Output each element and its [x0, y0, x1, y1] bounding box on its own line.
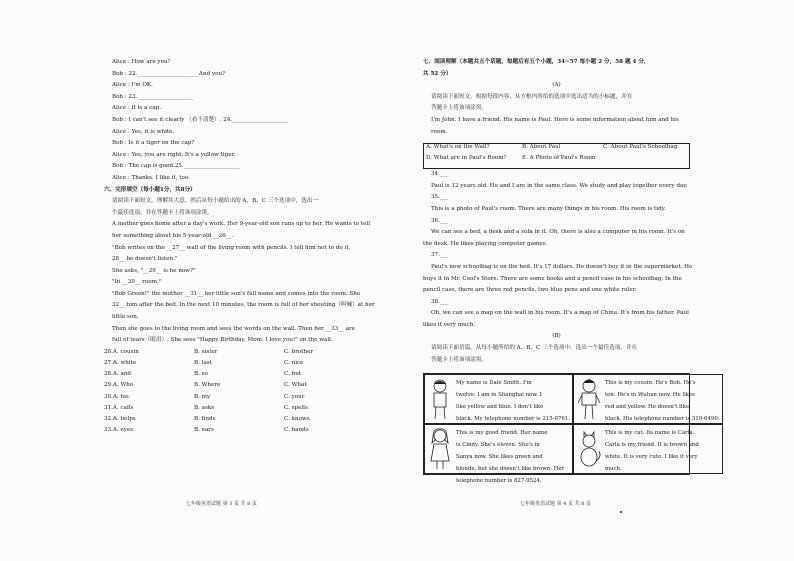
heading-choice: D. What are in Paul's Room? [426, 155, 507, 162]
boy-waving-portrait-icon [576, 377, 605, 421]
cat-portrait-icon [576, 427, 605, 471]
instruction-line: 请阅读下面短文，根据每段内容，从方框内所给的选项中选出适当的小标题，并在 [431, 93, 633, 100]
profile-line: ten. He's in Wuhan now. He likes [604, 392, 696, 399]
heading-choice: A. What's on the Wall? [426, 144, 490, 151]
section-7-title-cont: 共 52 分） [423, 70, 452, 77]
dialogue-line: Alice : Thanks. I like it, too. [112, 174, 190, 181]
option-item: 27.A. white [104, 360, 137, 367]
option-item: C. What [284, 382, 307, 389]
profile-cards [423, 373, 720, 485]
profile-line: black. My telephone number is 215-9761. [456, 416, 570, 423]
dialogue-line: Alice : Yes, you are right. It's a yellow tiger. [112, 151, 236, 158]
instruction-line: 请阅读下面短文，理解其大意，然后从每小题给出的 A、B、C 三个选项中，选出一 [112, 198, 319, 205]
heading-choices-box [423, 143, 690, 169]
part-b-label: (B) [552, 333, 561, 340]
paragraph-line: Paul is 12 years old. He and I are in the same class. We study and play together every day. [431, 182, 688, 189]
dialogue-line: Bob : I can't see it clearly （看不清楚）. 24.____________________ [112, 116, 289, 123]
option-item: B. asks [194, 404, 215, 411]
paragraph-line: buys it in Mr. Cool's Store. There are some books and a pencil case in his schoolbag. In the [423, 275, 682, 282]
option-item: 31.A. calls [104, 404, 134, 411]
part-a-items [423, 171, 693, 334]
option-item: 26.A. cousin [104, 348, 139, 355]
option-item: C. nice [284, 360, 304, 367]
dialogue-line: Bob : 22.______________________And you? [112, 70, 226, 77]
profile-line: My name is Dale Smith. I'm [456, 380, 532, 387]
question-number: 35.___ [431, 194, 449, 201]
dialogue-line: Bob : The cap is good.25.____________________ [112, 163, 240, 170]
option-item: B. last [194, 360, 212, 367]
option-item: B. finds [194, 415, 216, 422]
section-6-instructions [104, 199, 368, 222]
profile-text [605, 377, 720, 421]
question-number: 36.___ [431, 217, 449, 224]
heading-choice: E. A Photo of Paul's Room [522, 155, 596, 162]
passage-line: 32__ him after the bed. In the next 10 minutes, the room is full of her shouting（叫喊）at her [112, 302, 375, 309]
option-item: C. knows [284, 415, 310, 422]
option-item: C. brother [284, 348, 314, 355]
paragraph-line: We can see a bed, a desk and a sofa in it. Oh, there is also a computer in his room. It's on [431, 229, 685, 236]
passage-line: "Bob Green!" the mother __31__ her little son's full name and comes into the room. She [112, 290, 361, 297]
question-number: 37.___ [431, 252, 449, 259]
profile-line: white. It is very cute. I like it very [604, 454, 698, 461]
dialogue-line: Alice : It is a cap. [112, 105, 162, 112]
option-item: 30.A. his [104, 393, 129, 400]
section-7-title: 七、阅读理解（本题共五个话题，每题后有五个小题，34~57 每小题 2 分，58 题 4 分， [423, 59, 650, 65]
part-b-instructions [423, 346, 690, 369]
passage-line: 28__ he doesn't listen." [112, 256, 178, 263]
passage-line: She asks, "__29__ is he now?" [112, 267, 196, 274]
option-item: 28.A. and [104, 371, 132, 378]
dialogue-line: Bob : Is it a tiger on the cap? [112, 140, 195, 147]
profile-line: This is my cousin. He's Bob. He's [604, 380, 696, 387]
paragraph-line: This is a photo of Paul's room. There are many things in his room. His room is tidy. [431, 205, 666, 212]
dialogue-line: Alice : I'm OK. [112, 82, 153, 89]
paragraph-line: the desk. He likes playing computer games. [423, 240, 548, 247]
scan-speck [620, 511, 622, 513]
profile-card [573, 424, 723, 474]
part-a-intro [423, 118, 690, 141]
passage-line: full of tears（眼泪）. She sees "Happy Birthday, Mom. I love you!" on the wall. [112, 337, 333, 344]
left-page-footer: 七年级英语试题 第 3 页 共 8 页 [186, 501, 257, 507]
profile-line: black. His telephone number is 319-6490. [604, 416, 720, 423]
profile-line: like yellow and blue. I don't like [456, 404, 544, 411]
profile-card [573, 374, 723, 424]
section-6-title: 六、完形填空（每小题1分，共8分） [104, 186, 196, 193]
passage-line: A mother goes home after a day's work. Her 9-year-old son runs up to her. He wants to tell [112, 221, 371, 228]
left-page [104, 59, 375, 439]
option-item: B. Where [194, 382, 221, 389]
profile-line: twelve. I am in Shanghai now. I [456, 392, 542, 399]
option-item: B. my [194, 393, 211, 400]
profile-text [456, 427, 565, 485]
option-item: C. spells [284, 404, 308, 411]
instruction-line: 个最佳选项，并在答题卡上将该项涂黑。 [112, 209, 213, 216]
passage-line: Then she goes to the living room and sees the words on the wall. Then her __33__ are [112, 325, 355, 332]
heading-choice: B. About Paul [522, 144, 561, 151]
profile-line: This is my cat. Its name is Carla. [604, 430, 695, 437]
heading-choice: C. About Paul's Schoolbag [603, 144, 678, 151]
girl-portrait-icon [427, 427, 456, 471]
instruction-line: 答题卡上将该项涂黑。 [431, 356, 487, 363]
profile-card [424, 374, 573, 424]
passage-line: "In __30__ room." [112, 279, 162, 286]
boy-portrait-icon [427, 377, 456, 421]
option-item: B. sister [194, 348, 218, 355]
dialogue-line: Alice : Yes, it is white. [112, 128, 175, 135]
question-number: 38.___ [431, 298, 449, 305]
paragraph-line: Oh, we can see a map on the wall in his room. It's a map of China. It's from his father. Paul [431, 310, 689, 317]
passage-line: little son. [112, 314, 139, 321]
paragraph-line: pencil case, there are three red pencils, two blue pens and one white ruler. [423, 287, 637, 294]
dialogue-line: Alice : How are you? [112, 59, 171, 65]
cloze-options [104, 350, 368, 440]
intro-line: I'm John. I have a friend. His name is Paul. Here is some information about him and his [431, 116, 679, 123]
profile-line: red and yellow. He doesn't like [604, 404, 690, 411]
option-item: 33.A. eyes [104, 427, 134, 434]
paragraph-line: likes it very much. [423, 321, 476, 328]
profile-text [456, 377, 570, 421]
option-item: C. hands [284, 427, 309, 434]
profile-line: Carla is my friend. It is brown and [604, 442, 699, 449]
passage-line: her something about his 5-year-old __26__. [112, 232, 234, 239]
right-page-footer: 七年级英语试题 第 4 页 共 8 页 [520, 501, 591, 507]
option-item: C. but [284, 371, 302, 378]
profile-line: much. [604, 466, 622, 473]
option-item: C. your [284, 393, 305, 400]
profile-line: Sanya now. She likes green and [456, 454, 543, 461]
instruction-line: 答题卡上将该项涂黑。 [431, 105, 487, 112]
option-item: 29.A. Who [104, 382, 134, 389]
profile-line: This is my good friend. Her name [456, 430, 548, 437]
option-item: B. ears [194, 427, 214, 434]
right-page [423, 59, 720, 485]
intro-line: room. [431, 128, 448, 135]
profile-line: is Cindy. She's eleven. She's in [456, 442, 540, 449]
profile-text [605, 427, 699, 471]
part-a-label: (A) [552, 82, 561, 89]
passage-line: "Bob writes on the __27__ wall of the living room with pencils. I tell him not to do it, [112, 244, 351, 251]
option-item: 32.A. helps [104, 415, 136, 422]
part-a-instructions [423, 95, 690, 118]
paragraph-line: Paul's new schoolbag is on the bed. It's 17 dollars. He doesn't buy it in the supermarket. He [431, 263, 693, 270]
dialogue-section [104, 60, 368, 188]
profile-line: blonde, but she doesn't like brown. Her [456, 466, 565, 473]
profile-card [424, 424, 573, 485]
option-item: B. so [194, 371, 208, 378]
dialogue-line: Bob : 23.____________________ [112, 93, 194, 100]
profile-line: telephone number is 827-9524. [456, 478, 542, 485]
cloze-passage [104, 221, 375, 350]
question-number: 34.___ [431, 171, 449, 178]
instruction-line: 请阅读下面语篇，从每小题所给的 A、B、C 三个选项中，选出一个最佳选项，并在 [431, 345, 638, 352]
